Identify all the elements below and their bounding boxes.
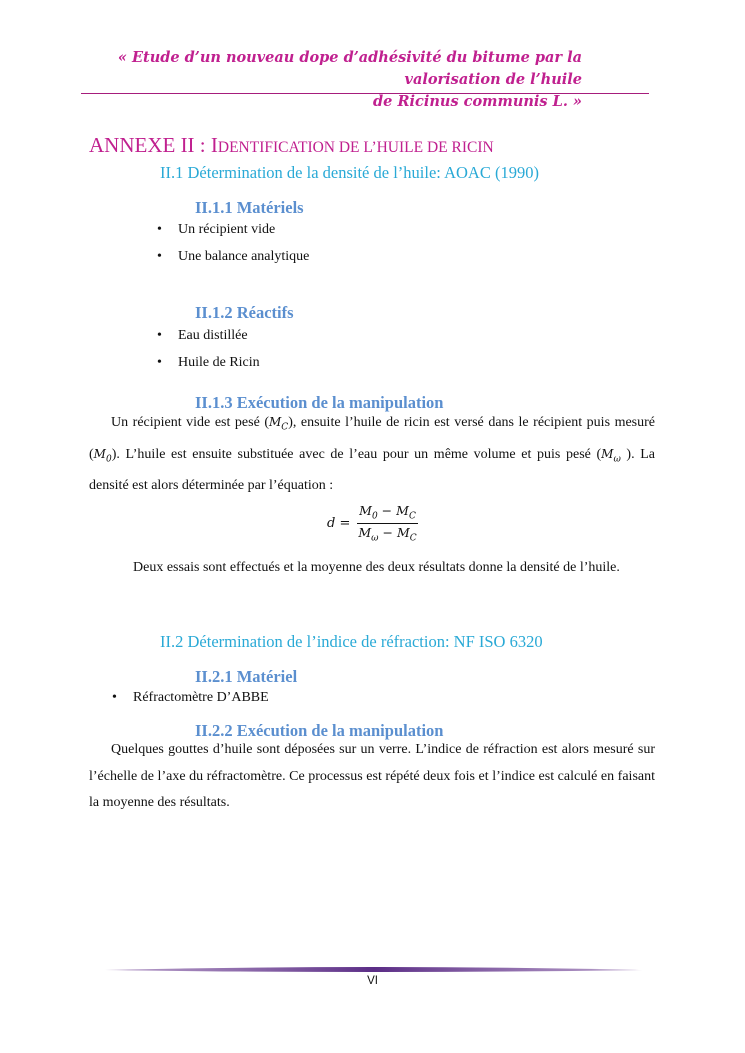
equation-denominator: $M_\omega - M_C$ <box>358 524 417 543</box>
symbol-mc: $M_C$ <box>269 415 289 433</box>
bullet-icon: • <box>112 690 117 705</box>
list-item: • Eau distillée <box>157 328 248 343</box>
reagents-list <box>157 327 260 381</box>
annex-title <box>89 133 494 158</box>
annex-title-rest: DENTIFICATION DE L’HUILE DE RICIN <box>217 139 494 156</box>
list-item: • Un récipient vide <box>157 222 276 237</box>
bullet-icon: • <box>157 355 162 370</box>
footer-decorative-bar <box>105 965 643 975</box>
header-line-2: de Ricinus communis L. » <box>373 93 582 110</box>
equation-lhs: d = <box>327 515 351 531</box>
materials-title: II.1.1 Matériels <box>195 198 304 217</box>
list-item: • Huile de Ricin <box>157 355 260 370</box>
running-header <box>90 47 582 113</box>
header-line-1: « Etude d’un nouveau dope d’adhésivité du bitume par la valorisation de l’huile <box>117 49 582 88</box>
material-title: II.2.1 Matériel <box>195 667 298 686</box>
execution-1-title: II.1.3 Exécution de la manipulation <box>195 393 444 412</box>
annex-title-prefix: ANNEXE II : I <box>89 133 218 157</box>
section-2-title: II.2 Détermination de l’indice de réfraction: NF ISO 6320 <box>160 632 543 651</box>
density-equation <box>327 502 419 544</box>
material-list <box>112 689 269 716</box>
equation-numerator: $M_0 - M_C$ <box>359 503 416 522</box>
list-item: • Réfractomètre D’ABBE <box>112 690 269 705</box>
symbol-m0: $M_0$ <box>93 446 112 465</box>
execution-1-conclusion: Deux essais sont effectués et la moyenne des deux résultats donne la densité de l’huile. <box>133 560 620 575</box>
symbol-mw: $M_\omega$ <box>601 446 621 465</box>
page-number: VI <box>367 975 378 987</box>
bullet-icon: • <box>157 249 162 264</box>
execution-1-paragraph: Un récipient vide est pesé $(M_C)$, ensuite l’huile de ricin est versé dans le récipient puis mesuré $(M_0)$. L’huile est ensuite substituée avec de l’eau pour un même volume et puis pesé ($M_\omega$ ). La densité est alors déterminée par l’équation : <box>89 415 655 493</box>
section-1-title: II.1 Détermination de la densité de l’huile: AOAC (1990) <box>160 163 539 182</box>
bullet-icon: • <box>157 222 162 237</box>
execution-2-title: II.2.2 Exécution de la manipulation <box>195 721 444 740</box>
execution-2-paragraph: Quelques gouttes d’huile sont déposées sur un verre. L’indice de réfraction est alors mesuré sur l’échelle de l’axe du réfractomètre. Ce processus est répété deux fois et l’indice est calculé en faisant la moyenne des résultats. <box>89 742 655 810</box>
equation-fraction <box>356 503 418 543</box>
bullet-icon: • <box>157 328 162 343</box>
reagents-title: II.1.2 Réactifs <box>195 303 294 322</box>
materials-list <box>157 221 310 275</box>
header-divider <box>81 93 649 94</box>
list-item: • Une balance analytique <box>157 249 310 264</box>
